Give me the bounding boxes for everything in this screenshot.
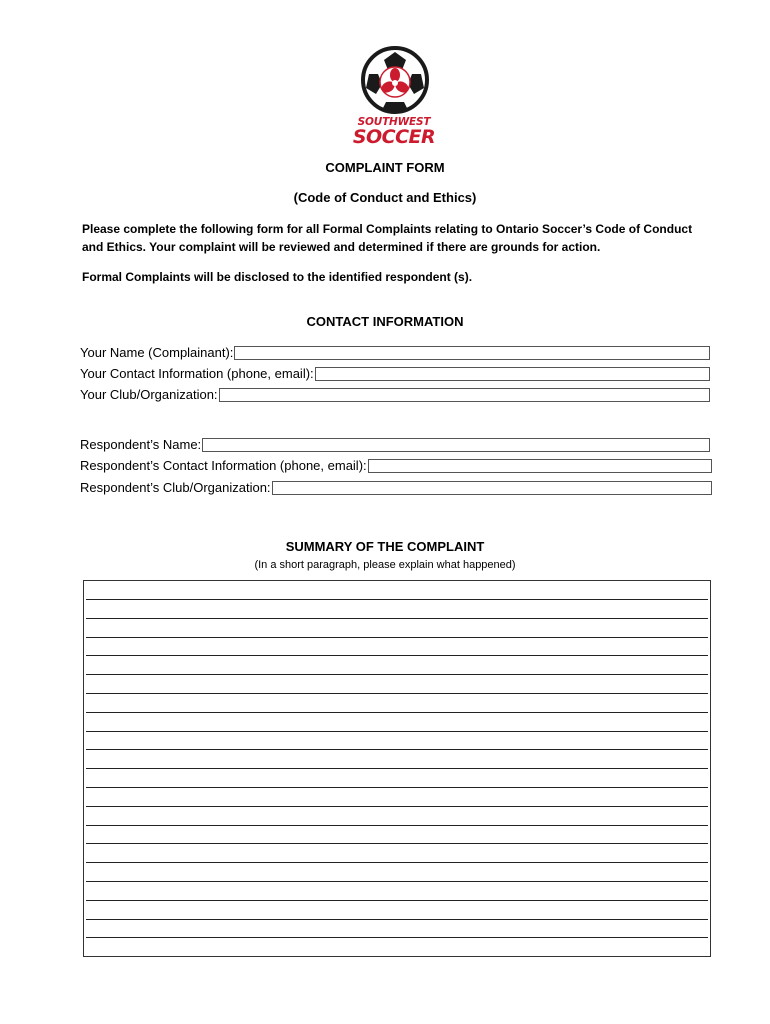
complainant-contact-field[interactable] xyxy=(315,367,710,381)
respondent-name-label: Respondent’s Name: xyxy=(80,437,202,452)
intro-paragraph: Please complete the following form for all Formal Complaints relating to Ontario Soccer’s Code of Conduct and Ethics. Your complaint will be reviewed and determined if there are grounds for action. xyxy=(82,222,693,254)
summary-writing-line xyxy=(86,749,708,750)
form-subtitle: (Code of Conduct and Ethics) xyxy=(293,190,477,205)
logo-southwest-text: SOUTHWEST xyxy=(357,116,431,128)
summary-writing-line xyxy=(86,637,708,638)
form-title: COMPLAINT FORM xyxy=(325,160,445,175)
summary-writing-line xyxy=(86,599,708,600)
respondent-contact-row xyxy=(80,455,712,475)
summary-writing-line xyxy=(86,937,708,938)
complainant-contact-label: Your Contact Information (phone, email): xyxy=(80,366,314,381)
complainant-club-label: Your Club/Organization: xyxy=(80,387,218,402)
summary-writing-line xyxy=(86,843,708,844)
complainant-contact-row xyxy=(80,363,710,383)
respondent-club-row xyxy=(80,477,712,497)
summary-writing-line xyxy=(86,787,708,788)
summary-writing-line xyxy=(86,674,708,675)
soccer-ball-trillium-icon xyxy=(350,44,440,116)
disclosure-paragraph: Formal Complaints will be disclosed to the identified respondent (s). xyxy=(82,270,473,284)
contact-information-heading: CONTACT INFORMATION xyxy=(306,314,464,329)
summary-writing-line xyxy=(86,825,708,826)
respondent-contact-label: Respondent’s Contact Information (phone, email): xyxy=(80,458,367,473)
summary-writing-line xyxy=(86,731,708,732)
summary-writing-line xyxy=(86,881,708,882)
summary-writing-line xyxy=(86,655,708,656)
respondent-name-row xyxy=(80,434,710,454)
complainant-name-label: Your Name (Complainant): xyxy=(80,345,234,360)
summary-heading: SUMMARY OF THE COMPLAINT xyxy=(285,539,485,554)
logo-soccer-text: SOCCER xyxy=(352,126,436,148)
summary-instruction: (In a short paragraph, please explain what happened) xyxy=(254,559,516,571)
summary-writing-line xyxy=(86,862,708,863)
complainant-name-row xyxy=(80,342,710,362)
complainant-club-row xyxy=(80,384,710,404)
summary-writing-line xyxy=(86,900,708,901)
summary-writing-line xyxy=(86,806,708,807)
complaint-summary-textarea[interactable] xyxy=(83,580,711,957)
respondent-club-label: Respondent’s Club/Organization: xyxy=(80,480,271,495)
summary-writing-line xyxy=(86,919,708,920)
summary-writing-line xyxy=(86,768,708,769)
respondent-name-field[interactable] xyxy=(202,438,710,452)
summary-writing-line xyxy=(86,618,708,619)
respondent-contact-field[interactable] xyxy=(368,459,712,473)
respondent-club-field[interactable] xyxy=(272,481,712,495)
complainant-club-field[interactable] xyxy=(219,388,710,402)
summary-writing-line xyxy=(86,712,708,713)
summary-writing-line xyxy=(86,693,708,694)
complainant-name-field[interactable] xyxy=(234,346,710,360)
